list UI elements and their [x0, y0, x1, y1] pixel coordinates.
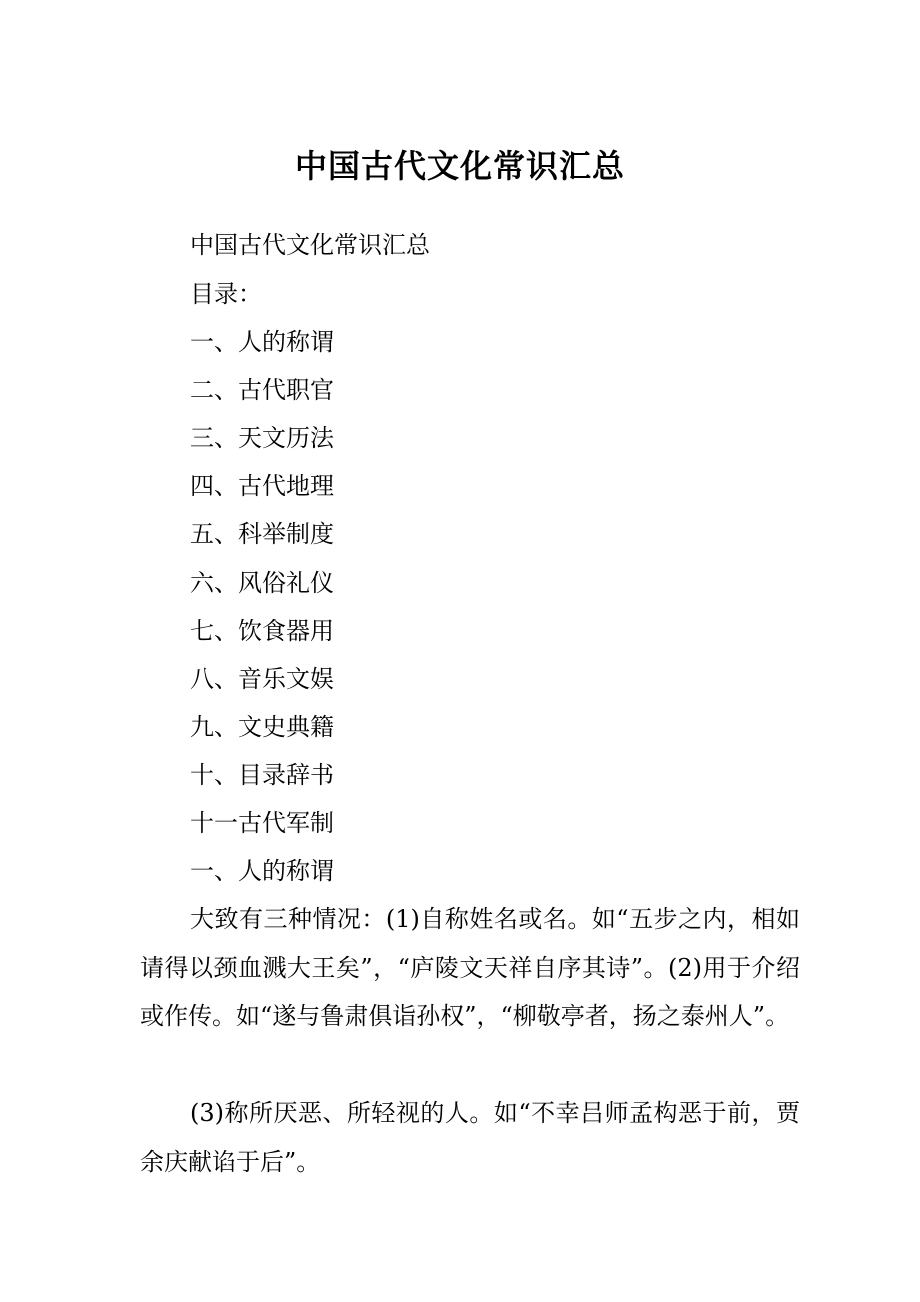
section-heading: 一、人的称谓: [190, 857, 334, 885]
toc-item: 一、人的称谓: [190, 328, 334, 356]
toc-item: 三、天文历法: [190, 424, 334, 452]
body-paragraph: 大致有三种情况：(1)自称姓名或名。如“五步之内，相如请得以颈血溅大王矣”，“庐陵文天祥自序其诗”。(2)用于介绍或作传。如“遂与鲁肃俱诣孙权”，“柳敬亭者，扬之泰州人”。: [140, 905, 800, 1030]
toc-heading: 目录：: [190, 280, 262, 308]
body-paragraph: (3)称所厌恶、所轻视的人。如“不幸吕师孟构恶于前，贾余庆献谄于后”。: [140, 1099, 800, 1176]
document-title: 中国古代文化常识汇总: [294, 147, 625, 185]
toc-item: 十、目录辞书: [190, 761, 334, 789]
toc-item: 八、音乐文娱: [190, 665, 334, 693]
toc-item: 二、古代职官: [190, 376, 334, 404]
document-subtitle: 中国古代文化常识汇总: [190, 231, 430, 259]
toc-item: 七、饮食器用: [190, 617, 334, 645]
toc-item: 九、文史典籍: [190, 713, 334, 741]
toc-item: 十一古代军制: [190, 809, 334, 837]
toc-item: 五、科举制度: [190, 520, 334, 548]
toc-item: 六、风俗礼仪: [190, 569, 334, 597]
toc-item: 四、古代地理: [190, 472, 334, 500]
